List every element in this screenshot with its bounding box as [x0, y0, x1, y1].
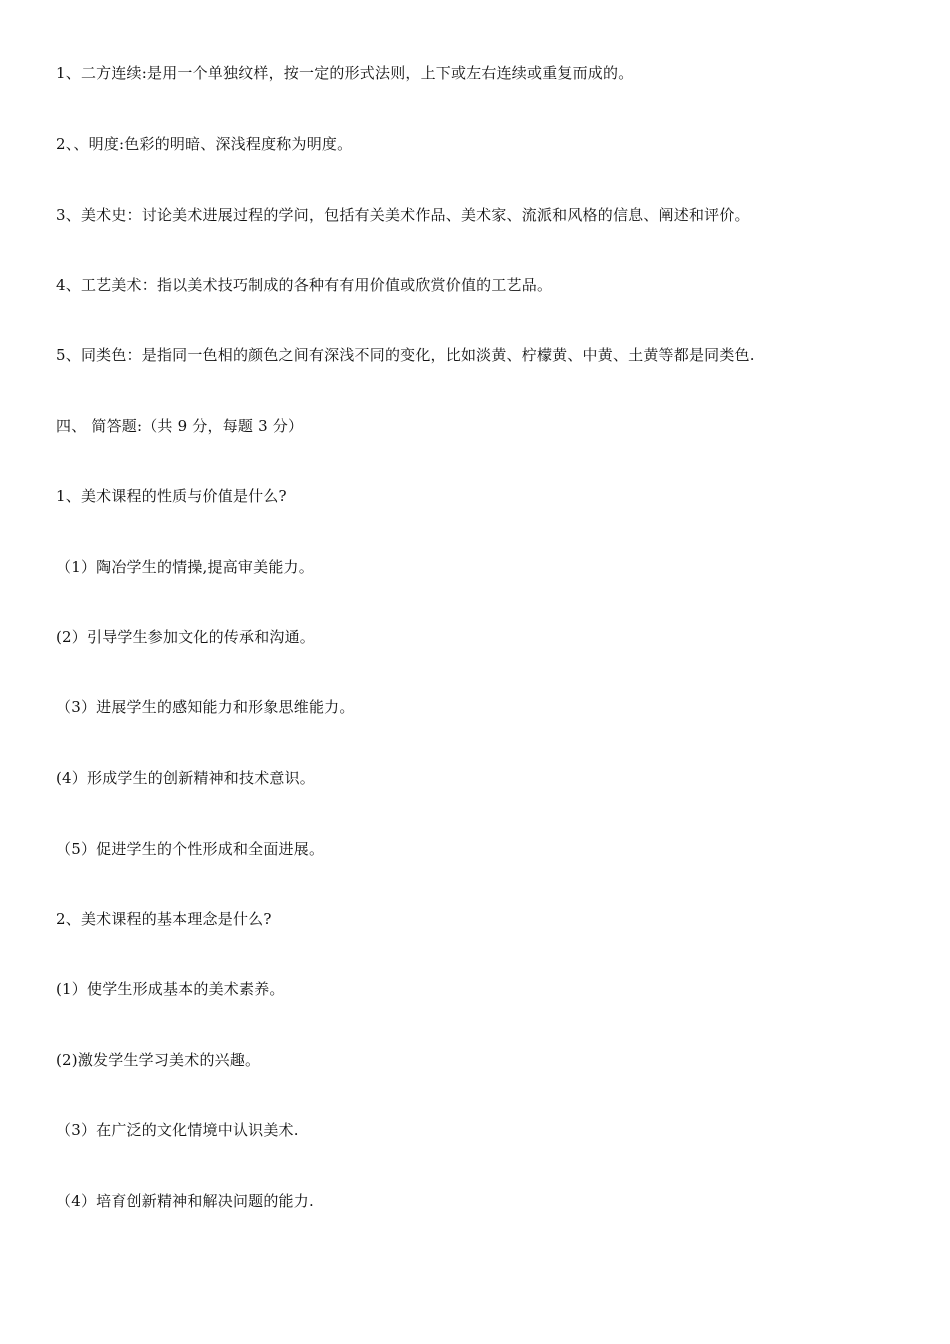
definition-4: 4、工艺美术：指以美术技巧制成的各种有有用价值或欣赏价值的工艺品。: [56, 276, 553, 294]
question-2-answer-4: （4）培育创新精神和解决问题的能力.: [56, 1192, 314, 1210]
question-2-answer-2: (2)激发学生学习美术的兴趣。: [56, 1051, 261, 1069]
question-2-answer-1: (1）使学生形成基本的美术素养。: [56, 980, 285, 998]
question-1-answer-5: （5）促进学生的个性形成和全面进展。: [56, 840, 325, 858]
section-heading: 四、 简答题:（共 9 分，每题 3 分）: [56, 417, 304, 435]
question-1-title: 1、美术课程的性质与价值是什么?: [56, 487, 287, 505]
question-2-answer-3: （3）在广泛的文化情境中认识美术.: [56, 1121, 299, 1139]
definition-5: 5、同类色：是指同一色相的颜色之间有深浅不同的变化，比如淡黄、柠檬黄、中黄、土黄等都是同类色.: [56, 346, 755, 364]
question-1-answer-3: （3）进展学生的感知能力和形象思维能力。: [56, 698, 355, 716]
definition-1: 1、二方连续:是用一个单独纹样，按一定的形式法则，上下或左右连续或重复而成的。: [56, 64, 634, 82]
question-1-answer-2: (2）引导学生参加文化的传承和沟通。: [56, 628, 315, 646]
question-1-answer-4: (4）形成学生的创新精神和技术意识。: [56, 769, 315, 787]
definition-2: 2、、明度:色彩的明暗、深浅程度称为明度。: [56, 135, 353, 153]
definition-3: 3、美术史：讨论美术进展过程的学问，包括有关美术作品、美术家、流派和风格的信息、阐述和评价。: [56, 206, 750, 224]
question-1-answer-1: （1）陶冶学生的情操,提高审美能力。: [56, 558, 314, 576]
question-2-title: 2、美术课程的基本理念是什么?: [56, 910, 272, 928]
